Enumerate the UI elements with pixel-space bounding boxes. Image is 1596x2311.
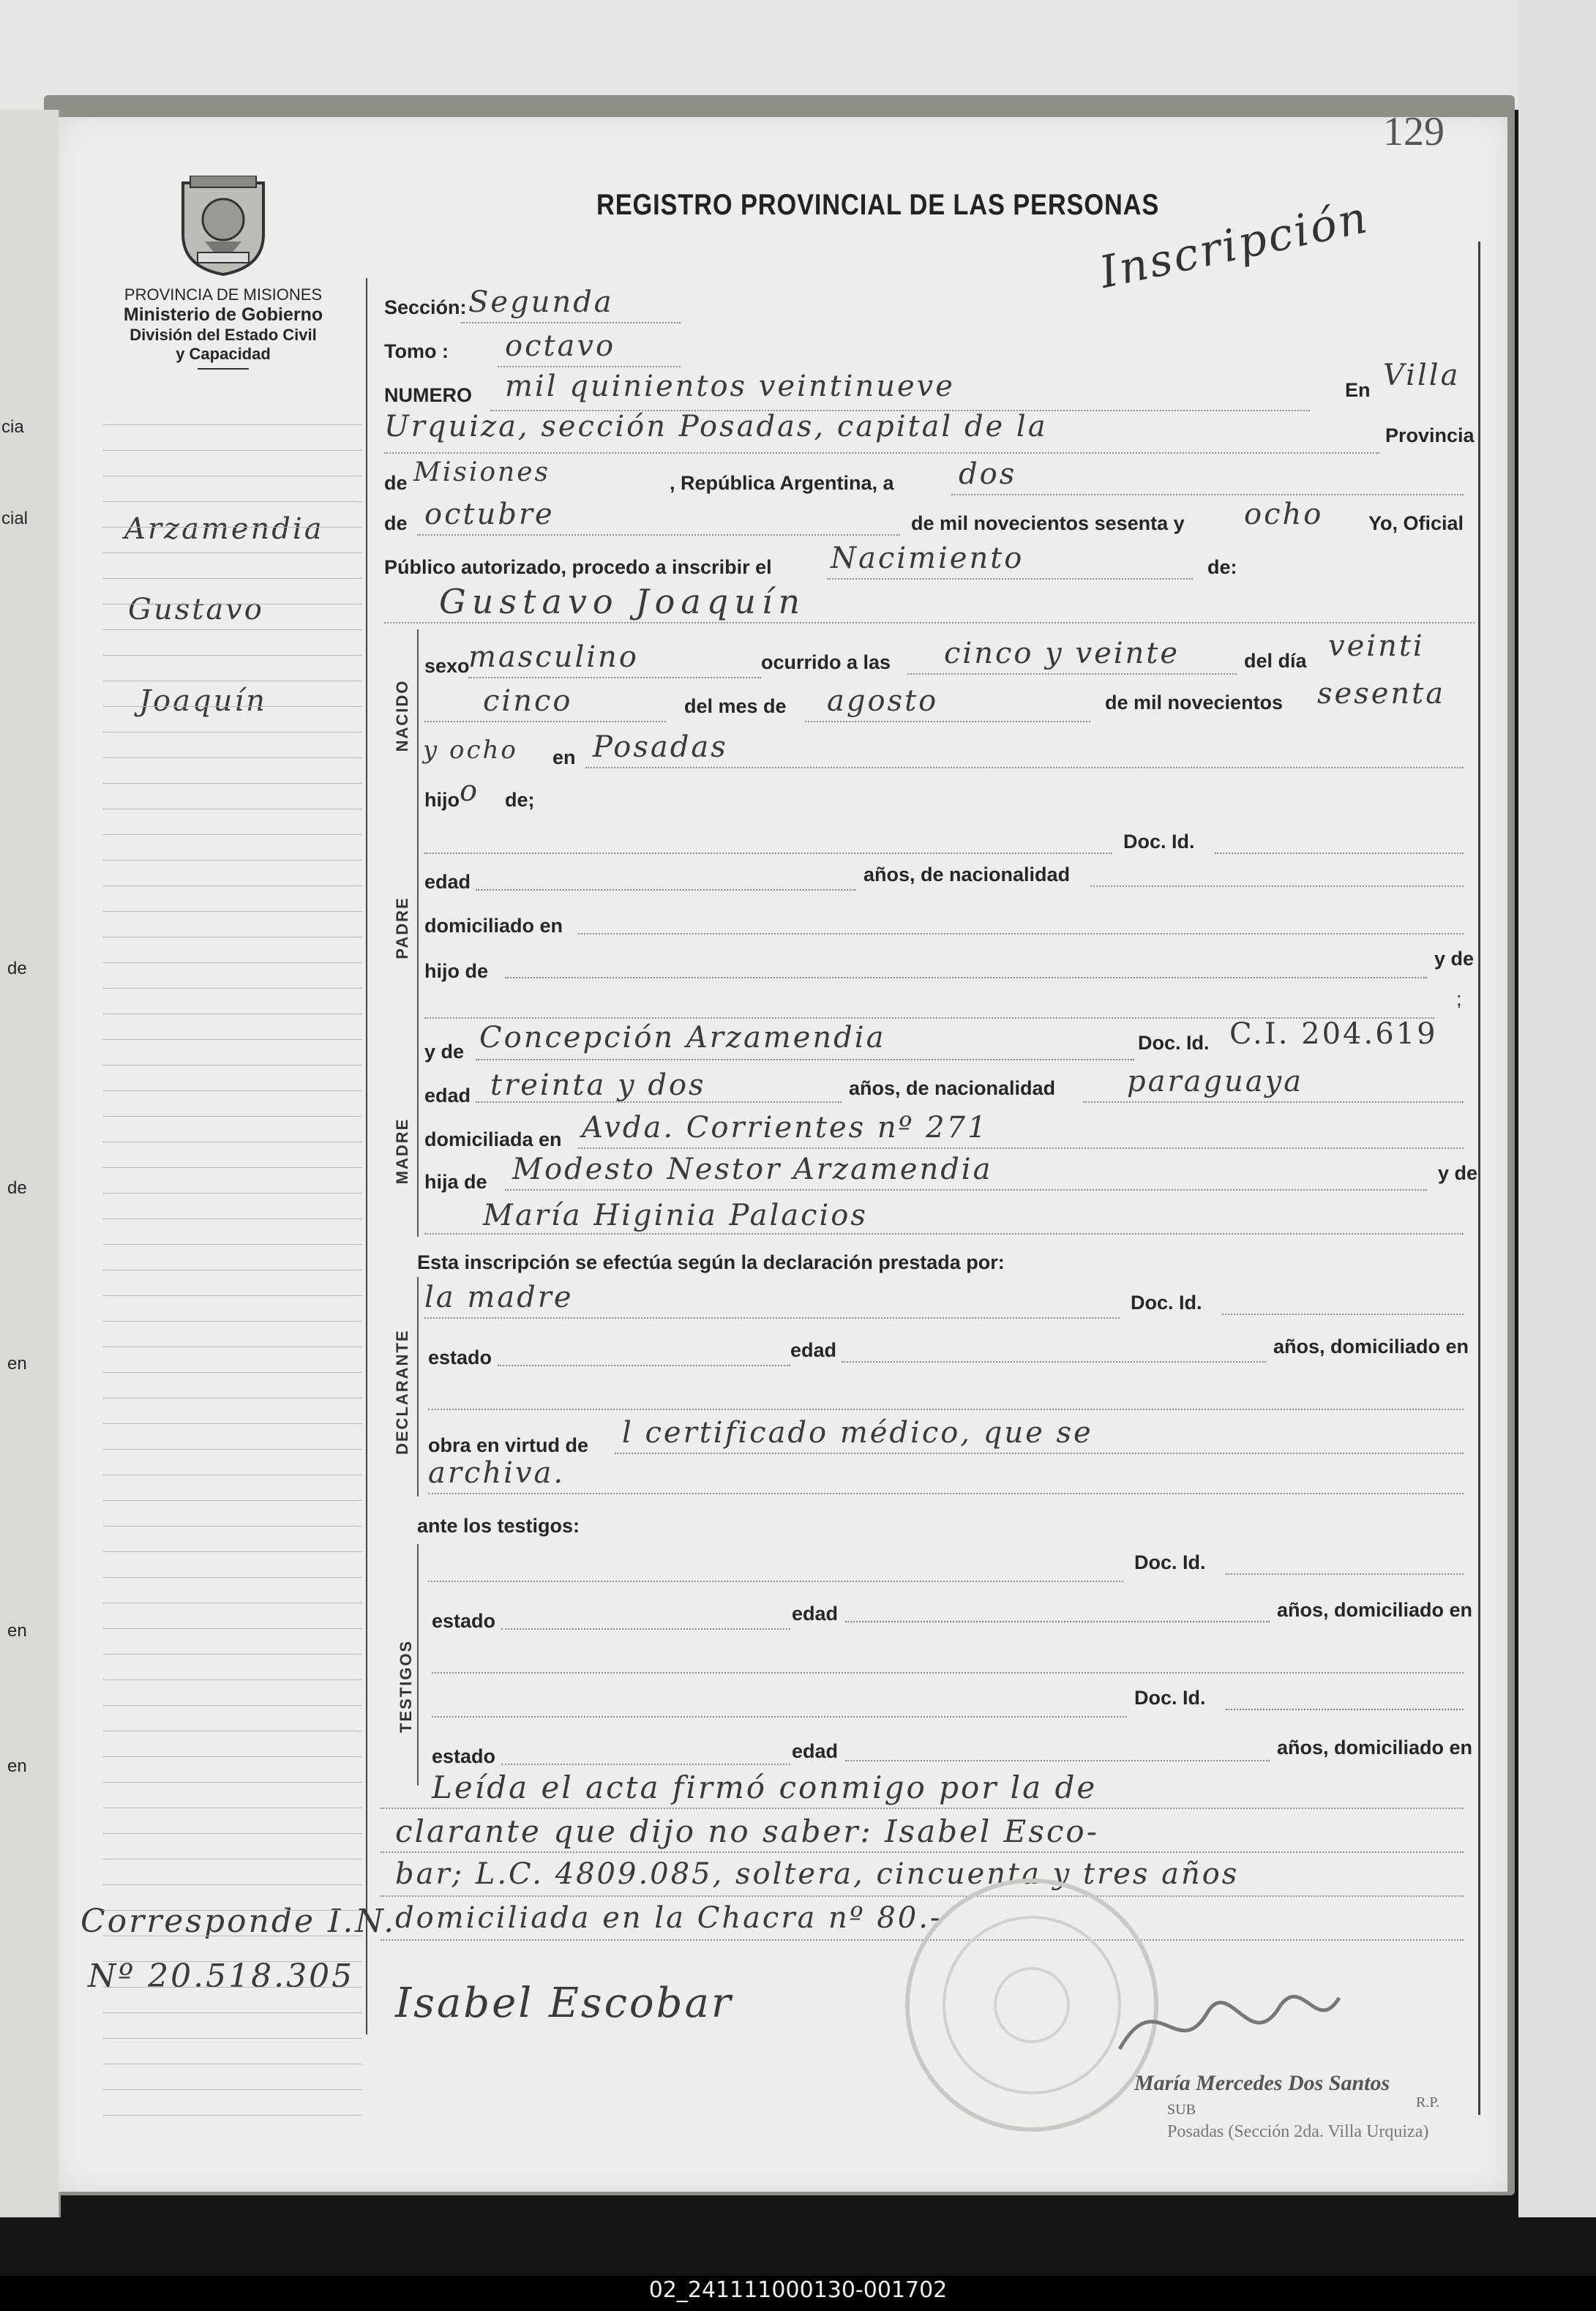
margin-rule xyxy=(102,655,362,656)
margin-rule xyxy=(102,1218,362,1219)
margin-rule xyxy=(102,424,362,425)
label-doc-padre: Doc. Id. xyxy=(1123,831,1195,853)
margin-rule xyxy=(102,1884,362,1885)
side-madre: MADRE xyxy=(393,1117,411,1185)
label-estado-test2: estado xyxy=(432,1745,496,1767)
value-padres-madre: Modesto Nestor Arzamendia xyxy=(512,1153,993,1186)
side-declarante: DECLARANTE xyxy=(393,1329,411,1455)
value-dia-nac: veinti xyxy=(1328,629,1425,663)
margin-surname: Arzamendia xyxy=(124,512,324,546)
left-page xyxy=(0,110,61,2217)
left-fragment: de xyxy=(7,1178,27,1198)
value-localidad: Urquiza, sección Posadas, capital de la xyxy=(384,410,1048,443)
margin-rule xyxy=(102,757,362,758)
margin-rule xyxy=(102,527,362,528)
closing-line2: clarante que dijo no saber: Isabel Esco- xyxy=(395,1813,1099,1849)
margin-rule xyxy=(102,1628,362,1629)
value-dia-nac2: cinco xyxy=(483,684,573,718)
left-fragment: cia xyxy=(1,417,24,437)
margin-rule xyxy=(102,1756,362,1757)
margin-rule xyxy=(102,1833,362,1834)
margin-rule xyxy=(102,2089,362,2090)
office-capacity: y Capacidad xyxy=(176,345,271,363)
margin-rule xyxy=(102,1705,362,1706)
backdrop-right xyxy=(1518,0,1596,2217)
label-publico: Público autorizado, procedo a inscribir el xyxy=(384,556,772,578)
margin-rule xyxy=(102,732,362,733)
page-title: REGISTRO PROVINCIAL DE LAS PERSONAS xyxy=(596,189,1160,221)
label-dom-padre: domiciliado en xyxy=(424,915,563,937)
label-nac-padre: años, de nacionalidad xyxy=(863,864,1071,885)
stamp-inscripcion: Inscripción xyxy=(1095,191,1374,299)
margin-rule xyxy=(102,1193,362,1194)
margin-rule xyxy=(102,1654,362,1655)
margin-rule xyxy=(102,834,362,835)
label-edad-decl: edad xyxy=(790,1339,837,1361)
officer-name: María Mercedes Dos Santos xyxy=(1134,2071,1390,2095)
margin-rule xyxy=(102,1500,362,1501)
left-fragment: en xyxy=(7,1621,27,1641)
margin-rule xyxy=(102,1987,362,1988)
label-yde-madre: y de xyxy=(424,1041,465,1063)
left-fragment: en xyxy=(7,1354,27,1374)
label-dom-madre: domiciliada en xyxy=(424,1128,562,1150)
page-number: 129 xyxy=(1383,109,1445,154)
margin-rule xyxy=(102,1346,362,1347)
value-nac-madre: paraguaya xyxy=(1127,1065,1304,1098)
margin-rule xyxy=(102,2115,362,2116)
value-hora: cinco y veinte xyxy=(944,637,1180,670)
file-caption: 02_241111000130-001702 xyxy=(648,2277,948,2303)
value-numero: mil quinientos veintinueve xyxy=(505,370,955,403)
label-numero: NUMERO xyxy=(384,384,472,406)
officer-title: SUB xyxy=(1167,2102,1196,2118)
label-edad-test1: edad xyxy=(792,1603,839,1625)
label-estado-decl: estado xyxy=(428,1346,492,1368)
testigos-intro: ante los testigos: xyxy=(417,1515,580,1537)
margin-rule xyxy=(102,450,362,451)
value-tomo: octavo xyxy=(505,329,616,363)
margin-rule xyxy=(102,1679,362,1680)
margin-rule xyxy=(102,1116,362,1117)
label-edad-padre: edad xyxy=(424,871,471,893)
margin-rule xyxy=(102,629,362,630)
margin-rule xyxy=(102,1577,362,1578)
label-sexo: sexo xyxy=(424,655,470,677)
label-dom-decl: años, domiciliado en xyxy=(1273,1336,1469,1357)
value-sexo: masculino xyxy=(468,640,639,674)
label-en: En xyxy=(1345,379,1371,401)
margin-rule xyxy=(102,2012,362,2013)
closing-line1: Leída el acta firmó conmigo por la de xyxy=(432,1769,1098,1805)
value-madre-nombre: Concepción Arzamendia xyxy=(479,1021,886,1055)
value-en: Villa xyxy=(1383,359,1461,392)
margin-rule xyxy=(102,860,362,861)
label-del-dia: del día xyxy=(1244,650,1307,672)
margin-rule xyxy=(102,1449,362,1450)
label-de2: de xyxy=(384,512,408,534)
label-tomo: Tomo : xyxy=(384,340,449,362)
label-doc-decl: Doc. Id. xyxy=(1131,1292,1202,1314)
margin-name1: Gustavo xyxy=(128,593,264,626)
value-anio: ocho xyxy=(1244,498,1324,531)
label-seccion: Sección: xyxy=(384,296,467,318)
margin-rule xyxy=(102,1961,362,1962)
value-anio-nac: sesenta xyxy=(1317,677,1446,711)
margin-rule xyxy=(102,1321,362,1322)
officer-rp: R.P. xyxy=(1416,2094,1440,2110)
label-oficial: Yo, Oficial xyxy=(1368,512,1464,534)
margin-note-line2: Nº 20.518.305 xyxy=(88,1958,355,1995)
margin-rule xyxy=(102,988,362,989)
value-dia: dos xyxy=(959,457,1017,491)
margin-note-line1: Corresponde I.N. xyxy=(80,1903,397,1940)
left-fragment: en xyxy=(7,1756,27,1776)
officer-signature-icon xyxy=(1112,1969,1346,2075)
side-padre: PADRE xyxy=(393,896,411,959)
margin-name2: Joaquín xyxy=(139,684,267,718)
value-acto: Nacimiento xyxy=(831,542,1024,575)
declarante-intro: Esta inscripción se efectúa según la declaración prestada por: xyxy=(417,1251,1005,1273)
value-edad-madre: treinta y dos xyxy=(490,1068,706,1102)
left-fragment: de xyxy=(7,959,27,978)
closing-line4: domiciliada en la Chacra nº 80.- xyxy=(395,1901,943,1935)
side-testigos: TESTIGOS xyxy=(397,1639,415,1733)
label-obra: obra en virtud de xyxy=(428,1434,589,1456)
margin-rule xyxy=(102,706,362,707)
value-hijo: o xyxy=(460,774,480,808)
label-dom-test2: años, domiciliado en xyxy=(1277,1737,1473,1758)
margin-rule xyxy=(102,2038,362,2039)
value-declarante: la madre xyxy=(424,1281,574,1314)
margin-rule xyxy=(102,1039,362,1040)
value-obra: l certificado médico, que se xyxy=(622,1416,1093,1450)
officer-place: Posadas (Sección 2da. Villa Urquiza) xyxy=(1167,2122,1429,2141)
coat-of-arms-icon xyxy=(176,176,271,282)
label-mes: del mes de xyxy=(684,695,787,717)
label-yde-padre: y de xyxy=(1434,948,1475,970)
label-hijo: hijo xyxy=(424,789,460,811)
margin-rule xyxy=(102,962,362,963)
label-republica: , República Argentina, a xyxy=(670,472,894,494)
margin-rule xyxy=(102,911,362,912)
label-estado-test1: estado xyxy=(432,1610,496,1632)
margin-rule xyxy=(102,783,362,784)
label-mil: de mil novecientos sesenta y xyxy=(911,512,1185,534)
margin-rule xyxy=(102,1782,362,1783)
side-nacido: NACIDO xyxy=(393,679,411,752)
label-yde2-madre: y de xyxy=(1438,1162,1478,1184)
label-edad-madre: edad xyxy=(424,1085,471,1106)
margin-rule xyxy=(102,578,362,579)
margin-rule xyxy=(102,501,362,502)
value-dom-madre: Avda. Corrientes nº 271 xyxy=(582,1111,989,1145)
left-fragment: cial xyxy=(1,509,29,528)
margin-rule xyxy=(102,1526,362,1527)
margin-rule xyxy=(102,1295,362,1296)
margin-rule xyxy=(102,1423,362,1424)
label-mil-nac: de mil novecientos xyxy=(1105,692,1284,713)
backdrop xyxy=(0,0,1596,110)
value-obra2: archiva. xyxy=(428,1456,566,1490)
value-provincia: Misiones xyxy=(413,457,551,487)
label-de-hijo: de; xyxy=(505,789,535,811)
label-de: de xyxy=(384,472,408,494)
label-ocurrido: ocurrido a las xyxy=(761,651,891,673)
value-lugar: Posadas xyxy=(593,730,728,764)
margin-rule xyxy=(102,1551,362,1552)
margin-rule xyxy=(102,1167,362,1168)
margin-rule xyxy=(102,1372,362,1373)
margin-rule xyxy=(102,1090,362,1091)
value-mes-nac: agosto xyxy=(827,684,939,718)
label-edad-test2: edad xyxy=(792,1740,839,1762)
office-ministry: Ministerio de Gobierno xyxy=(123,304,323,325)
label-nac-madre: años, de nacionalidad xyxy=(849,1077,1056,1099)
value-doc-madre: C.I. 204.619 xyxy=(1229,1017,1438,1051)
office-division: División del Estado Civil xyxy=(130,326,317,344)
declarant-signature: Isabel Escobar xyxy=(395,1979,733,2027)
label-dom-test1: años, domiciliado en xyxy=(1277,1599,1473,1621)
closing-line3: bar; L.C. 4809.085, soltera, cincuenta y tres años xyxy=(395,1857,1240,1891)
value-anio-nac2: y ocho xyxy=(423,735,518,765)
value-mes: octubre xyxy=(424,498,555,531)
value-nombre: Gustavo Joaquín xyxy=(439,582,806,621)
label-doc-test2: Doc. Id. xyxy=(1134,1687,1206,1709)
value-seccion: Segunda xyxy=(468,285,614,319)
label-hijo-de-padre: hijo de xyxy=(424,960,488,982)
label-en-nac: en xyxy=(552,746,576,768)
margin-rule xyxy=(102,885,362,886)
label-de-colon: de: xyxy=(1207,556,1237,578)
office-province: PROVINCIA DE MISIONES xyxy=(124,285,323,304)
label-doc-test1: Doc. Id. xyxy=(1134,1551,1206,1573)
label-hija-de: hija de xyxy=(424,1171,487,1193)
margin-rule xyxy=(102,1244,362,1245)
value-madre-madre: María Higinia Palacios xyxy=(483,1199,868,1232)
margin-rule xyxy=(102,1910,362,1911)
label-doc-madre: Doc. Id. xyxy=(1138,1032,1210,1054)
label-provincia: Provincia xyxy=(1385,424,1475,446)
